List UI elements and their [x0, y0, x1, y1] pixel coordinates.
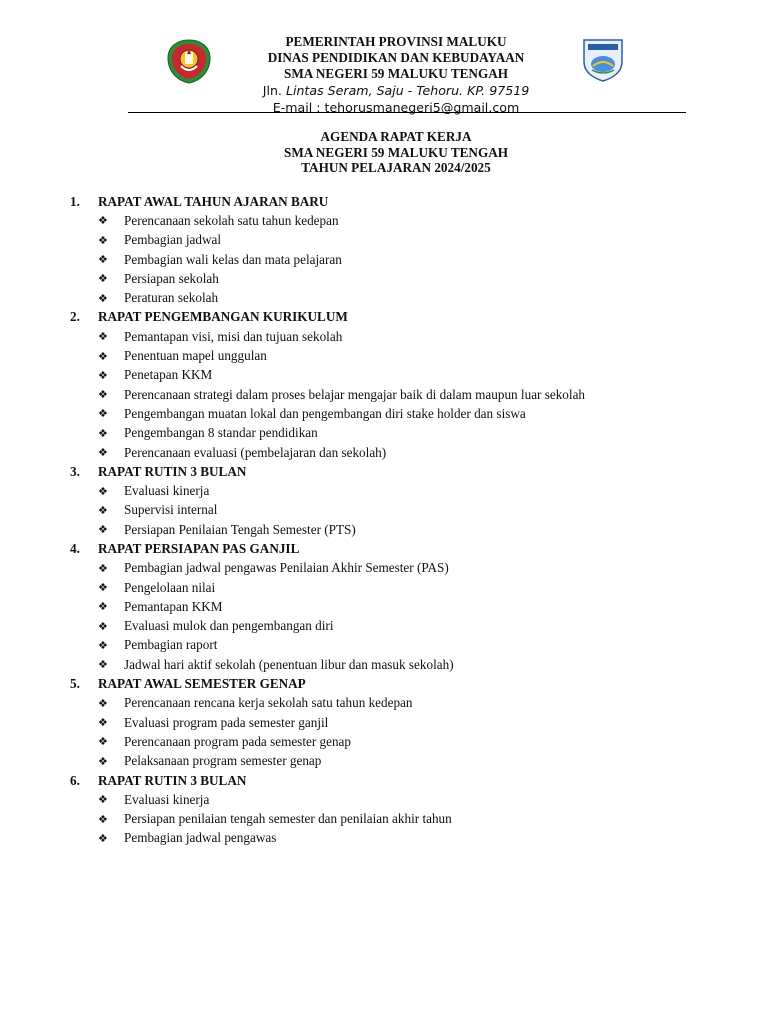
address-prefix: Jln.: [262, 83, 286, 98]
diamond-bullet-icon: ❖: [98, 735, 108, 749]
agenda-item: [70, 829, 710, 848]
agenda-item-text: Pembagian raport: [124, 637, 218, 653]
diamond-bullet-icon: ❖: [98, 523, 108, 537]
letterhead: [0, 0, 768, 120]
section-title: RAPAT AWAL SEMESTER GENAP: [98, 676, 306, 692]
address-street: Lintas Seram, Saju: [285, 83, 404, 98]
diamond-bullet-icon: ❖: [98, 561, 108, 575]
diamond-bullet-icon: ❖: [98, 638, 108, 652]
agenda-item-text: Pengembangan muatan lokal dan pengembangan diri stake holder dan siswa: [124, 405, 526, 421]
diamond-bullet-icon: ❖: [98, 831, 108, 845]
department-name: DINAS PENDIDIKAN DAN KEBUDAYAAN: [267, 50, 525, 65]
diamond-bullet-icon: ❖: [98, 600, 108, 614]
agenda-section-heading: [70, 462, 710, 481]
agenda-item: [70, 211, 710, 230]
agenda-item-text: Evaluasi kinerja: [124, 483, 210, 499]
section-title: RAPAT AWAL TAHUN AJARAN BARU: [98, 193, 329, 209]
agenda-item: [70, 752, 710, 771]
diamond-bullet-icon: ❖: [98, 214, 108, 228]
letterhead-divider: [128, 112, 686, 113]
section-number: 3.: [70, 463, 80, 479]
agenda-item: [70, 810, 710, 829]
title-line-1: AGENDA RAPAT KERJA: [320, 129, 472, 144]
agenda-item-text: Perencanaan rencana kerja sekolah satu tahun kedepan: [124, 695, 413, 711]
agenda-list: [70, 192, 710, 848]
diamond-bullet-icon: ❖: [98, 368, 108, 382]
school-email: E-mail : tehorusmanegeri5@gmail.com: [272, 100, 520, 115]
agenda-item-text: Evaluasi mulok dan pengembangan diri: [124, 618, 334, 634]
agenda-item-text: Penetapan KKM: [124, 367, 213, 383]
agenda-item-text: Pembagian jadwal pengawas Penilaian Akhir Semester (PAS): [124, 560, 449, 576]
agenda-section-heading: [70, 192, 710, 211]
section-title: RAPAT PENGEMBANGAN KURIKULUM: [98, 309, 348, 325]
section-number: 2.: [70, 309, 80, 325]
agenda-item: [70, 231, 710, 250]
address-city: Tehoru. KP. 97519: [416, 83, 530, 98]
agenda-item-text: Perencanaan evaluasi (pembelajaran dan sekolah): [124, 444, 387, 460]
agenda-item: [70, 269, 710, 288]
agenda-item-text: Pembagian wali kelas dan mata pelajaran: [124, 251, 342, 267]
agenda-item: [70, 501, 710, 520]
agenda-item-text: Pembagian jadwal: [124, 232, 222, 248]
section-title: RAPAT RUTIN 3 BULAN: [98, 463, 247, 479]
agenda-item: [70, 732, 710, 751]
section-title: RAPAT PERSIAPAN PAS GANJIL: [98, 540, 300, 556]
diamond-bullet-icon: ❖: [98, 446, 108, 459]
agenda-item-text: Pemantapan KKM: [124, 598, 223, 614]
section-number: 1.: [70, 193, 80, 209]
agenda-item: [70, 597, 710, 616]
diamond-bullet-icon: ❖: [98, 330, 108, 344]
agenda-item-text: Perencanaan program pada semester genap: [124, 733, 352, 749]
diamond-bullet-icon: ❖: [98, 581, 108, 595]
diamond-bullet-icon: ❖: [98, 503, 108, 517]
section-title: RAPAT RUTIN 3 BULAN: [98, 772, 247, 788]
agenda-item: [70, 385, 710, 404]
agenda-item: [70, 346, 710, 365]
letterhead-text: [200, 34, 592, 116]
title-line-2: SMA NEGERI 59 MALUKU TENGAH: [284, 144, 508, 160]
government-name: PEMERINTAH PROVINSI MALUKU: [285, 34, 507, 49]
agenda-item-text: Evaluasi kinerja: [124, 791, 210, 807]
diamond-bullet-icon: ❖: [98, 426, 108, 440]
agenda-item-text: Pengembangan 8 standar pendidikan: [124, 425, 318, 441]
agenda-item-text: Perencanaan strategi dalam proses belajar mengajar baik di dalam maupun luar sekolah: [124, 386, 586, 402]
section-number: 4.: [70, 540, 80, 556]
agenda-item-text: Supervisi internal: [124, 502, 218, 518]
diamond-bullet-icon: ❖: [98, 793, 108, 807]
agenda-item: [70, 424, 710, 443]
agenda-item-text: Pemantapan visi, misi dan tujuan sekolah: [124, 328, 343, 344]
diamond-bullet-icon: ❖: [98, 484, 108, 498]
agenda-item-text: Jadwal hari aktif sekolah (penentuan libur dan masuk sekolah): [124, 656, 454, 672]
agenda-section-heading: [70, 308, 710, 327]
agenda-item: [70, 655, 710, 674]
agenda-item-text: Persiapan penilaian tengah semester dan penilaian akhir tahun: [124, 811, 452, 827]
agenda-item: [70, 559, 710, 578]
diamond-bullet-icon: ❖: [98, 233, 108, 247]
agenda-section-heading: [70, 539, 710, 558]
agenda-item: [70, 404, 710, 423]
diamond-bullet-icon: ❖: [98, 388, 108, 402]
diamond-bullet-icon: ❖: [98, 696, 108, 710]
agenda-section-heading: [70, 674, 710, 693]
agenda-item-text: Penentuan mapel unggulan: [124, 348, 267, 364]
agenda-item: [70, 636, 710, 655]
school-name: SMA NEGERI 59 MALUKU TENGAH: [284, 66, 508, 81]
agenda-item-text: Pembagian jadwal pengawas: [124, 830, 277, 846]
agenda-item-text: Perencanaan sekolah satu tahun kedepan: [124, 212, 339, 228]
diamond-bullet-icon: ❖: [98, 291, 108, 305]
agenda-item: [70, 250, 710, 269]
agenda-section-heading: [70, 771, 710, 790]
agenda-item-text: Pengelolaan nilai: [124, 579, 216, 595]
agenda-item-text: Persiapan Penilaian Tengah Semester (PTS): [124, 521, 356, 537]
agenda-item: [70, 617, 710, 636]
diamond-bullet-icon: ❖: [98, 349, 108, 363]
agenda-item-text: Persiapan sekolah: [124, 270, 219, 286]
diamond-bullet-icon: ❖: [98, 407, 108, 421]
section-number: 6.: [70, 772, 80, 788]
agenda-item: [70, 694, 710, 713]
agenda-item: [70, 288, 710, 307]
agenda-item: [70, 578, 710, 597]
diamond-bullet-icon: ❖: [98, 716, 108, 730]
agenda-item: [70, 520, 710, 539]
agenda-item: [70, 481, 710, 500]
school-address: [200, 82, 592, 99]
agenda-item-text: Evaluasi program pada semester ganjil: [124, 714, 329, 730]
diamond-bullet-icon: ❖: [98, 812, 108, 826]
address-separator: -: [403, 83, 417, 98]
agenda-item-text: Peraturan sekolah: [124, 290, 219, 306]
diamond-bullet-icon: ❖: [98, 253, 108, 267]
agenda-item: [70, 713, 710, 732]
diamond-bullet-icon: ❖: [98, 754, 108, 768]
diamond-bullet-icon: ❖: [98, 658, 108, 672]
section-number: 5.: [70, 676, 80, 692]
agenda-item: [70, 790, 710, 809]
agenda-item: [70, 443, 710, 462]
diamond-bullet-icon: ❖: [98, 619, 108, 633]
agenda-item-text: Pelaksanaan program semester genap: [124, 753, 322, 769]
agenda-item: [70, 366, 710, 385]
diamond-bullet-icon: ❖: [98, 272, 108, 286]
school-logo-icon: [578, 36, 628, 82]
title-line-3: TAHUN PELAJARAN 2024/2025: [301, 160, 491, 175]
agenda-item: [70, 327, 710, 346]
document-title: [150, 129, 642, 176]
